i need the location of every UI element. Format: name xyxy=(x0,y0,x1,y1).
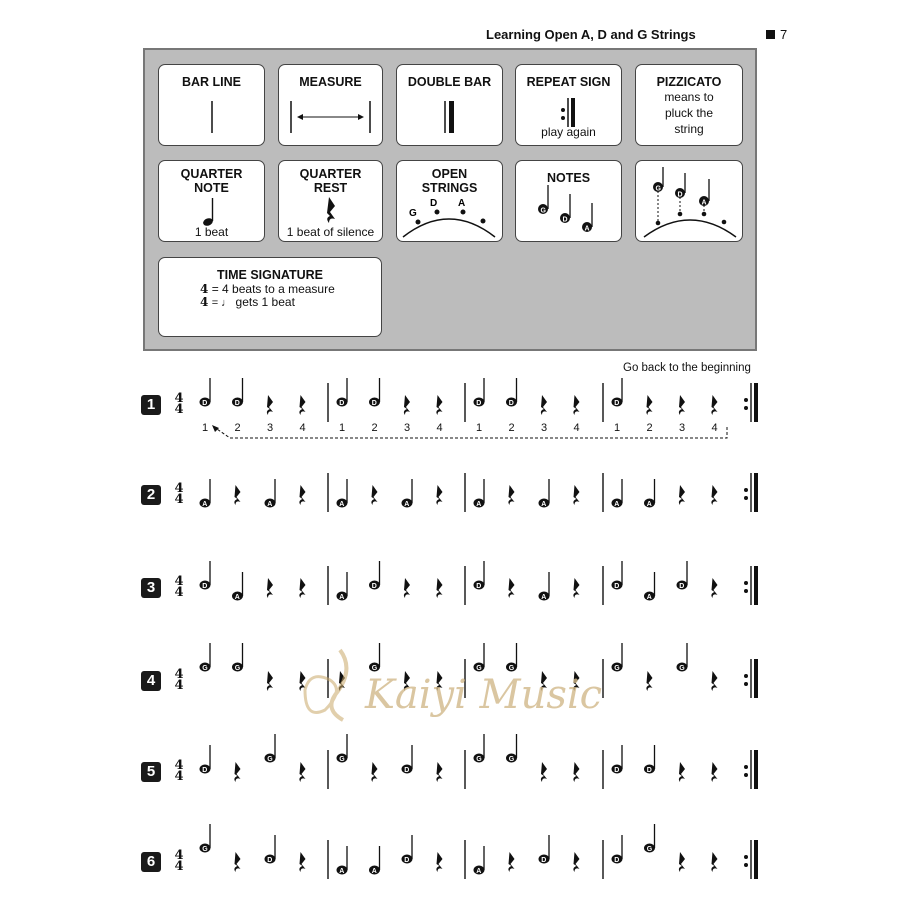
beat-count: 4 xyxy=(299,422,306,434)
quarter-rest-icon xyxy=(679,395,685,415)
note-a-icon xyxy=(337,846,348,875)
note-g-icon xyxy=(337,734,348,763)
quarter-rest-icon xyxy=(711,485,717,505)
card-title: QUARTER xyxy=(180,167,243,181)
quarter-rest-icon xyxy=(234,852,240,872)
beat-count: 2 xyxy=(508,422,515,434)
time-sig-bottom: 4 xyxy=(174,585,184,600)
note-d-icon xyxy=(369,378,380,407)
card-text: means to xyxy=(664,90,714,104)
note-letter: G xyxy=(202,664,208,672)
note-a-icon xyxy=(265,479,276,508)
watermark-text: Kaiyi Music xyxy=(365,672,603,718)
quarter-rest-icon xyxy=(234,485,240,505)
quarter-rest-icon xyxy=(371,485,377,505)
exercise-number: 6 xyxy=(141,852,161,872)
time-sig-top: 4 xyxy=(174,758,184,773)
note-a-icon xyxy=(474,479,485,508)
note-letter: D xyxy=(404,766,410,774)
quarter-rest-icon xyxy=(436,852,442,872)
card-text: 1 beat xyxy=(194,225,229,239)
note-letter: D xyxy=(234,399,240,407)
note-letter: D xyxy=(646,766,652,774)
repeat-dot xyxy=(744,398,748,402)
repeat-bar-thick xyxy=(754,566,758,605)
note-letter: D xyxy=(404,856,410,864)
quarter-rest-icon xyxy=(711,395,717,415)
note-letter: A xyxy=(339,593,345,601)
repeat-dot xyxy=(744,496,748,500)
time-sig-top: 4 xyxy=(174,574,184,589)
beat-count: 2 xyxy=(646,422,653,434)
time-signature xyxy=(173,669,185,691)
repeat-dot xyxy=(744,674,748,678)
note-d-icon xyxy=(506,378,517,407)
note-letter: D xyxy=(614,856,620,864)
string-label-a: A xyxy=(458,198,466,209)
card-title: REPEAT SIGN xyxy=(526,75,611,89)
beat-count: 4 xyxy=(436,422,443,434)
exercise-number: 3 xyxy=(141,578,161,598)
card-title: REST xyxy=(313,181,348,195)
beat-count: 1 xyxy=(339,422,346,434)
svg-text:A: A xyxy=(584,225,590,233)
string-label-g: G xyxy=(409,208,417,219)
quarter-rest-icon xyxy=(436,485,442,505)
note-a-icon xyxy=(200,479,211,508)
note-letter: A xyxy=(267,500,273,508)
quarter-rest-icon xyxy=(508,485,514,505)
note-a-icon xyxy=(644,479,655,508)
note-letter: G xyxy=(371,664,378,672)
note-letter: A xyxy=(476,500,482,508)
note-letter: G xyxy=(476,755,482,763)
repeat-bar-thick xyxy=(754,750,758,789)
svg-text:G: G xyxy=(655,185,661,193)
note-letter: A xyxy=(202,500,208,508)
beat-count: 4 xyxy=(711,422,718,434)
note-letter: A xyxy=(476,867,482,875)
quarter-rest-icon xyxy=(711,852,717,872)
note-d-icon xyxy=(644,745,655,774)
note-letter: D xyxy=(371,399,377,407)
card-text: pluck the xyxy=(664,106,714,120)
quarter-rest-icon xyxy=(299,485,305,505)
quarter-rest-icon xyxy=(371,762,377,782)
arrow-head-icon xyxy=(212,425,219,432)
note-letter: G xyxy=(234,664,241,672)
note-d-icon xyxy=(612,745,623,774)
repeat-bar-thick xyxy=(754,473,758,512)
note-d-icon xyxy=(612,378,623,407)
note-letter: D xyxy=(339,399,345,407)
card-text: 1 beat of silence xyxy=(286,225,375,239)
quarter-rest-icon xyxy=(299,762,305,782)
svg-text:A: A xyxy=(701,199,707,207)
svg-text:D: D xyxy=(677,191,683,199)
quarter-rest-icon xyxy=(646,671,652,691)
time-signature xyxy=(173,850,185,872)
repeat-dot xyxy=(744,863,748,867)
time-sig-bottom: 4 xyxy=(174,769,184,784)
repeat-dot xyxy=(744,581,748,585)
note-d-icon xyxy=(539,835,550,864)
note-letter: D xyxy=(202,582,208,590)
card-title: DOUBLE BAR xyxy=(407,75,492,89)
note-g-icon xyxy=(200,643,211,672)
note-g-icon xyxy=(232,643,243,672)
note-letter: D xyxy=(614,582,620,590)
quarter-rest-icon xyxy=(234,762,240,782)
quarter-rest-icon xyxy=(299,395,305,415)
quarter-rest-icon xyxy=(573,762,579,782)
repeat-bar-thick xyxy=(754,659,758,698)
quarter-rest-icon xyxy=(646,395,652,415)
repeat-dot xyxy=(744,855,748,859)
time-signature xyxy=(173,483,185,505)
note-letter: D xyxy=(614,766,620,774)
note-d-icon xyxy=(612,835,623,864)
quarter-rest-icon xyxy=(267,578,273,598)
quarter-rest-icon xyxy=(679,485,685,505)
note-a-icon xyxy=(539,572,550,601)
note-letter: G xyxy=(476,664,482,672)
note-letter: A xyxy=(541,593,547,601)
note-a-icon xyxy=(402,479,413,508)
repeat-dot xyxy=(744,682,748,686)
note-a-icon xyxy=(644,572,655,601)
quarter-rest-icon xyxy=(679,762,685,782)
card-title: MEASURE xyxy=(299,75,362,89)
quarter-rest-icon xyxy=(541,762,547,782)
note-letter: G xyxy=(508,755,515,763)
beat-count: 3 xyxy=(404,422,411,434)
time-sig-top: 4 xyxy=(174,848,184,863)
quarter-rest-icon xyxy=(404,578,410,598)
note-a-icon xyxy=(369,846,380,875)
repeat-dot xyxy=(744,406,748,410)
quarter-rest-icon xyxy=(436,395,442,415)
time-sig-line1: = 4 beats to a measure xyxy=(211,282,335,296)
time-sig-fraction: 4 xyxy=(200,282,209,296)
svg-text:D: D xyxy=(562,216,568,224)
note-letter: D xyxy=(267,856,273,864)
note-g-icon xyxy=(506,734,517,763)
repeat-dot xyxy=(744,488,748,492)
beat-count: 1 xyxy=(614,422,621,434)
time-sig-fraction: 4 xyxy=(200,295,209,309)
repeat-bar-thick xyxy=(754,840,758,879)
card-title: NOTE xyxy=(194,181,229,195)
card-title: QUARTER xyxy=(299,167,362,181)
note-letter: G xyxy=(267,755,273,763)
note-d-icon xyxy=(200,561,211,590)
note-a-icon xyxy=(474,846,485,875)
note-letter: G xyxy=(202,845,208,853)
quarter-rest-icon xyxy=(267,671,273,691)
repeat-dot xyxy=(744,765,748,769)
note-letter: G xyxy=(508,664,515,672)
quarter-rest-icon xyxy=(541,395,547,415)
quarter-rest-icon xyxy=(267,395,273,415)
repeat-dot xyxy=(744,589,748,593)
note-letter: D xyxy=(679,582,685,590)
quarter-rest-icon xyxy=(711,671,717,691)
quarter-rest-icon xyxy=(299,578,305,598)
note-d-icon xyxy=(265,835,276,864)
note-g-icon xyxy=(474,734,485,763)
card-text: play again xyxy=(541,125,596,139)
quarter-rest-icon xyxy=(711,578,717,598)
note-letter: D xyxy=(508,399,514,407)
quarter-rest-icon xyxy=(711,762,717,782)
note-letter: A xyxy=(371,867,377,875)
note-letter: D xyxy=(541,856,547,864)
quarter-rest-icon xyxy=(573,852,579,872)
note-letter: G xyxy=(614,664,620,672)
note-d-icon xyxy=(612,561,623,590)
quarter-rest-icon xyxy=(508,852,514,872)
note-d-icon xyxy=(677,561,688,590)
card-title: STRINGS xyxy=(421,181,478,195)
note-letter: D xyxy=(202,399,208,407)
repeat-dot xyxy=(744,773,748,777)
quarter-rest-icon xyxy=(573,578,579,598)
exercise-line xyxy=(200,824,759,879)
quarter-rest-icon xyxy=(299,852,305,872)
note-letter: A xyxy=(541,500,547,508)
beat-count: 1 xyxy=(476,422,483,434)
note-d-icon xyxy=(369,561,380,590)
exercise-line xyxy=(200,734,759,789)
note-d-icon xyxy=(232,378,243,407)
note-d-icon xyxy=(200,745,211,774)
note-letter: D xyxy=(476,399,482,407)
quarter-rest-icon xyxy=(436,762,442,782)
note-letter: A xyxy=(646,500,652,508)
beat-count: 3 xyxy=(679,422,686,434)
go-back-label: Go back to the beginning xyxy=(623,362,751,374)
time-signature xyxy=(173,393,185,415)
exercise-number: 1 xyxy=(141,395,161,415)
svg-text:G: G xyxy=(540,207,546,215)
beat-count: 2 xyxy=(371,422,378,434)
note-letter: G xyxy=(339,755,345,763)
note-d-icon xyxy=(474,378,485,407)
time-sig-bottom: 4 xyxy=(174,678,184,693)
time-signature xyxy=(173,760,185,782)
note-a-icon xyxy=(337,572,348,601)
exercise-number: 4 xyxy=(141,671,161,691)
exercise-number: 5 xyxy=(141,762,161,782)
note-d-icon xyxy=(474,561,485,590)
note-letter: A xyxy=(646,593,652,601)
exercise-line xyxy=(200,473,759,512)
time-signature xyxy=(173,576,185,598)
time-sig-top: 4 xyxy=(174,667,184,682)
note-a-icon xyxy=(612,479,623,508)
beat-count: 4 xyxy=(573,422,580,434)
string-label-d: D xyxy=(430,198,438,209)
note-letter: D xyxy=(371,582,377,590)
note-letter: D xyxy=(202,766,208,774)
note-letter: A xyxy=(339,867,345,875)
time-sig-bottom: 4 xyxy=(174,492,184,507)
note-d-icon xyxy=(402,745,413,774)
note-d-icon xyxy=(337,378,348,407)
quarter-rest-icon xyxy=(404,395,410,415)
card-title: NOTES xyxy=(546,171,591,185)
card-text: string xyxy=(674,122,704,136)
time-sig-top: 4 xyxy=(174,481,184,496)
beat-count: 2 xyxy=(234,422,241,434)
time-sig-top: 4 xyxy=(174,391,184,406)
card-title: PIZZICATO xyxy=(656,75,722,89)
quarter-rest-icon xyxy=(436,578,442,598)
time-sig-line2: gets 1 beat xyxy=(235,295,295,309)
note-g-icon xyxy=(677,643,688,672)
note-letter: A xyxy=(614,500,620,508)
beat-count: 3 xyxy=(541,422,548,434)
beat-count: 1 xyxy=(202,422,209,434)
note-letter: D xyxy=(614,399,620,407)
note-d-icon xyxy=(402,835,413,864)
note-letter: A xyxy=(404,500,410,508)
note-letter: D xyxy=(476,582,482,590)
beat-count: 3 xyxy=(267,422,274,434)
exercise-line xyxy=(200,561,759,605)
card-title: TIME SIGNATURE xyxy=(216,268,324,282)
exercise-line xyxy=(200,378,759,438)
note-a-icon xyxy=(337,479,348,508)
exercise-number: 2 xyxy=(141,485,161,505)
quarter-rest-icon xyxy=(573,485,579,505)
repeat-bar-thick xyxy=(754,383,758,422)
quarter-rest-icon xyxy=(573,395,579,415)
note-letter: G xyxy=(646,845,653,853)
note-a-icon xyxy=(232,572,243,601)
time-sig-bottom: 4 xyxy=(174,859,184,874)
quarter-note-symbol-icon: = ♩ xyxy=(211,297,233,309)
page-number: 7 xyxy=(780,27,788,42)
note-letter: A xyxy=(234,593,240,601)
quarter-rest-icon xyxy=(508,578,514,598)
note-d-icon xyxy=(200,378,211,407)
time-sig-bottom: 4 xyxy=(174,402,184,417)
quarter-rest-icon xyxy=(679,852,685,872)
note-letter: G xyxy=(679,664,685,672)
note-g-icon xyxy=(644,824,655,853)
card-title: BAR LINE xyxy=(181,75,242,89)
page-title: Learning Open A, D and G Strings xyxy=(486,27,696,42)
note-a-icon xyxy=(539,479,550,508)
card-title: OPEN xyxy=(431,167,468,181)
note-letter: A xyxy=(339,500,345,508)
note-g-icon xyxy=(200,824,211,853)
note-g-icon xyxy=(265,734,276,763)
